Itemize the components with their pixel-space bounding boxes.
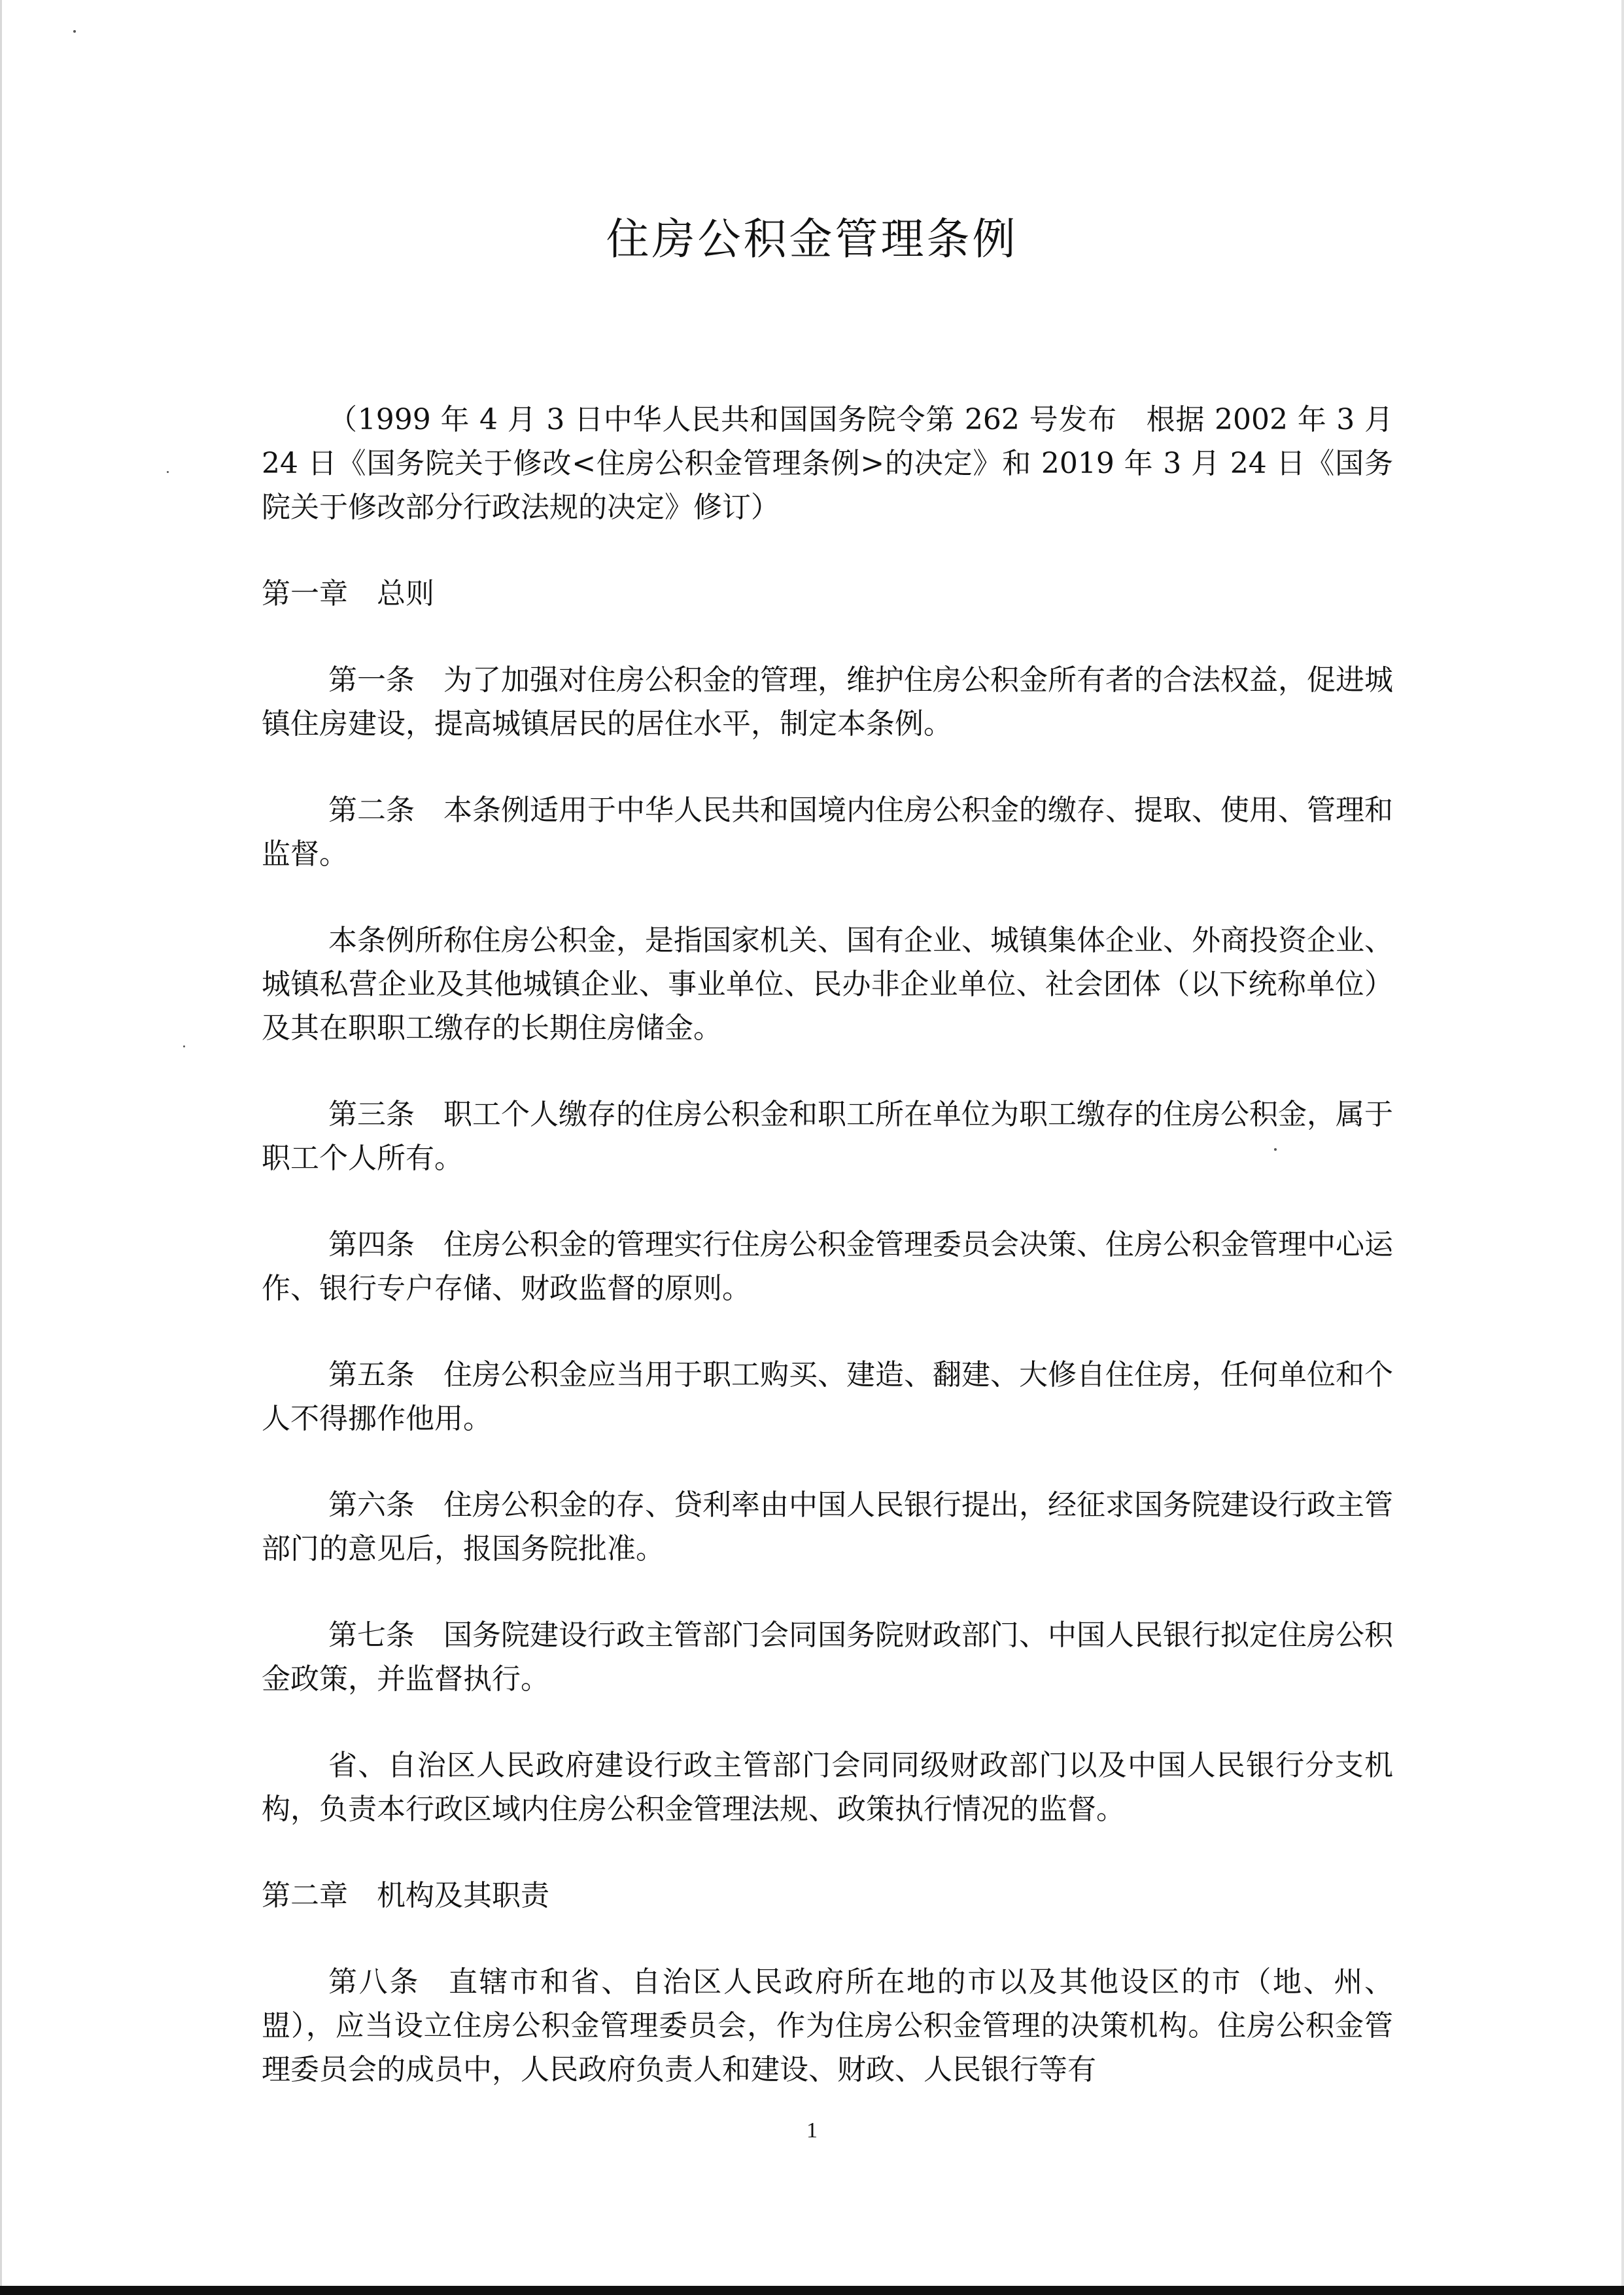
article-paragraph <box>262 788 1393 876</box>
article-text: 本条例所称住房公积金，是指国家机关、国有企业、城镇集体企业、外商投资企业、城镇私营企业及其他城镇企业、事业单位、民办非企业单位、社会团体（以下统称单位）及其在职职工缴存的长期住房储金。 <box>262 924 1393 1045</box>
article-paragraph <box>262 1353 1393 1441</box>
scan-edge-bottom <box>0 2286 1624 2295</box>
article-text: 住房公积金的存、贷利率由中国人民银行提出，经征求国务院建设行政主管部门的意见后，报国务院批准。 <box>262 1488 1393 1566</box>
preamble-paragraph: （1999 年 4 月 3 日中华人民共和国国务院令第 262 号发布 根据 2002 年 3 月 24 日《国务院关于修改<住房公积金管理条例>的决定》和 2019 年 3 月 24 日《国务院关于修改部分行政法规的决定》修订） <box>262 403 1393 524</box>
article-heading: 第八条 <box>328 1965 420 1999</box>
article-paragraph <box>262 1483 1393 1571</box>
article-paragraph <box>262 919 1393 1050</box>
chapter-heading <box>262 1874 1393 1918</box>
article-text: 本条例适用于中华人民共和国境内住房公积金的缴存、提取、使用、管理和监督。 <box>262 794 1393 871</box>
article-paragraph <box>262 1960 1393 2092</box>
article-heading: 第二条 <box>328 794 415 827</box>
article-paragraph <box>262 1093 1393 1180</box>
article-heading: 第七条 <box>328 1619 415 1652</box>
article-heading: 第一条 <box>328 663 415 697</box>
article-paragraph <box>262 658 1393 746</box>
chapter-name: 总则 <box>377 577 434 610</box>
article-text: 为了加强对住房公积金的管理，维护住房公积金所有者的合法权益，促进城镇住房建设，提高城镇居民的居住水平，制定本条例。 <box>262 663 1393 741</box>
scan-speck <box>167 471 169 473</box>
document-title: 住房公积金管理条例 <box>606 214 1018 264</box>
article-text: 住房公积金应当用于职工购买、建造、翻建、大修自住住房，任何单位和个人不得挪作他用。 <box>262 1358 1393 1435</box>
scan-speck <box>73 30 76 33</box>
article-heading: 第四条 <box>328 1228 415 1261</box>
article-paragraph <box>262 1223 1393 1310</box>
chapter-number: 第二章 <box>262 1879 348 1912</box>
chapter-heading <box>262 572 1393 616</box>
document-body <box>262 398 1393 2134</box>
article-paragraph <box>262 1743 1393 1831</box>
article-paragraph <box>262 1613 1393 1701</box>
scan-speck <box>183 1045 185 1047</box>
scan-edge-right <box>1621 0 1624 2295</box>
article-text: 省、自治区人民政府建设行政主管部门会同同级财政部门以及中国人民银行分支机构，负责本行政区域内住房公积金管理法规、政策执行情况的监督。 <box>262 1749 1393 1826</box>
article-text: 国务院建设行政主管部门会同国务院财政部门、中国人民银行拟定住房公积金政策，并监督执行。 <box>262 1619 1393 1696</box>
article-text: 直辖市和省、自治区人民政府所在地的市以及其他设区的市（地、州、盟），应当设立住房公积金管理委员会，作为住房公积金管理的决策机构。住房公积金管理委员会的成员中，人民政府负责人和建设、财政、人民银行等有 <box>262 1965 1393 2086</box>
article-heading: 第六条 <box>328 1488 415 1522</box>
page-number: 1 <box>806 2118 818 2143</box>
article-heading: 第三条 <box>328 1098 415 1131</box>
chapter-name: 机构及其职责 <box>377 1879 549 1912</box>
article-text: 住房公积金的管理实行住房公积金管理委员会决策、住房公积金管理中心运作、银行专户存储、财政监督的原则。 <box>262 1228 1393 1305</box>
scan-edge-left <box>0 0 2 2295</box>
article-text: 职工个人缴存的住房公积金和职工所在单位为职工缴存的住房公积金，属于职工个人所有。 <box>262 1098 1393 1175</box>
chapter-number: 第一章 <box>262 577 348 610</box>
article-heading: 第五条 <box>328 1358 415 1392</box>
